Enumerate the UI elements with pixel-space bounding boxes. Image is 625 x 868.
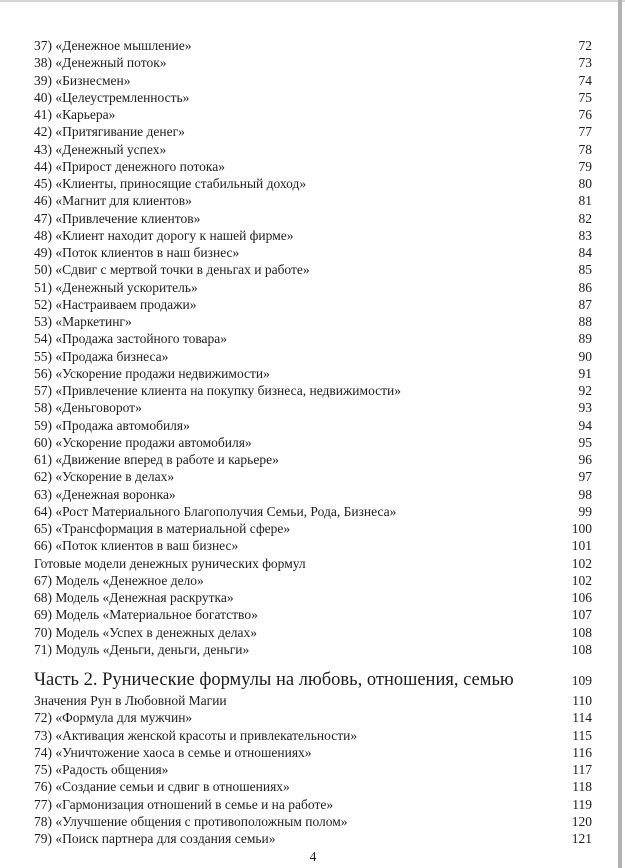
toc-entry-page: 99	[578, 503, 592, 519]
toc-entry-page: 90	[578, 348, 592, 364]
toc-entry-title: 49) «Поток клиентов в наш бизнес»	[34, 245, 240, 260]
toc-entry-title: 73) «Активация женской красоты и привлекательности»	[34, 727, 358, 743]
toc-entry-page: 77	[578, 124, 592, 140]
toc-row	[34, 606, 592, 623]
toc-row	[34, 744, 592, 761]
toc-entry-title: 77) «Гармонизация отношений в семье и на работе»	[34, 796, 334, 812]
toc-row	[34, 451, 592, 468]
toc-entry-page: 115	[572, 727, 592, 743]
toc-row	[34, 192, 592, 209]
toc-entry-title: 70) Модель «Успех в денежных делах»	[34, 624, 258, 640]
toc-entry-title: 75) «Радость общения»	[34, 762, 169, 777]
toc-part1-list	[34, 37, 592, 658]
toc-row	[34, 813, 592, 830]
toc-entry-page: 74	[578, 72, 592, 88]
toc-entry-page: 85	[578, 262, 592, 278]
toc-entry-page: 76	[578, 107, 592, 122]
toc-entry-page: 89	[578, 331, 592, 347]
toc-row	[34, 417, 592, 434]
toc-entry-title: 74) «Уничтожение хаоса в семье и отношениях»	[34, 744, 312, 760]
toc-part2-heading-row	[34, 668, 592, 692]
toc-entry-page: 75	[578, 89, 592, 105]
toc-entry-page: 73	[578, 55, 592, 71]
toc-row	[34, 227, 592, 244]
toc-entry-page: 96	[578, 452, 592, 467]
toc-entry-title: 62) «Ускорение в делах»	[34, 469, 175, 485]
toc-row	[34, 123, 592, 140]
toc-entry-title: 64) «Рост Материального Благополучия Семьи, Рода, Бизнеса»	[34, 503, 397, 519]
toc-row	[34, 244, 592, 261]
toc-row	[34, 468, 592, 485]
table-of-contents	[34, 37, 592, 865]
toc-row	[34, 37, 592, 54]
toc-entry-title: 50) «Сдвиг с мертвой точки в деньгах и работе»	[34, 262, 310, 278]
toc-entry-title: 51) «Денежный ускоритель»	[34, 279, 198, 295]
toc-entry-page: 78	[578, 141, 592, 157]
toc-entry-page: 101	[571, 538, 592, 554]
toc-entry-title: 46) «Магнит для клиентов»	[34, 193, 192, 209]
toc-entry-title: 47) «Привлечение клиентов»	[34, 210, 201, 226]
toc-entry-title: 67) Модель «Денежное дело»	[34, 572, 204, 588]
toc-entry-title: 56) «Ускорение продажи недвижимости»	[34, 365, 270, 381]
toc-entry-page: 92	[578, 383, 592, 398]
toc-row	[34, 141, 592, 158]
toc-entry-title: 72) «Формула для мужчин»	[34, 710, 193, 726]
toc-row	[34, 399, 592, 416]
toc-row	[34, 210, 592, 227]
toc-row	[34, 365, 592, 382]
toc-entry-page: 93	[578, 400, 592, 416]
toc-entry-page: 87	[578, 296, 592, 312]
toc-entry-page: 118	[572, 779, 592, 795]
toc-row	[34, 692, 592, 709]
toc-entry-page: 110	[572, 693, 592, 708]
toc-row	[34, 348, 592, 365]
toc-entry-page: 86	[578, 279, 592, 295]
toc-entry-title: 69) Модель «Материальное богатство»	[34, 607, 258, 623]
toc-entry-title: 48) «Клиент находит дорогу к нашей фирме»	[34, 227, 294, 243]
toc-entry-title: 59) «Продажа автомобиля»	[34, 417, 190, 433]
toc-part2-heading-title: Часть 2. Рунические формулы на любовь, отношения, семью	[34, 670, 514, 690]
toc-entry-title: 53) «Маркетинг»	[34, 314, 132, 329]
toc-entry-title: 39) «Бизнесмен»	[34, 72, 131, 88]
toc-entry-page: 120	[571, 813, 592, 829]
toc-row	[34, 330, 592, 347]
toc-entry-page: 119	[572, 796, 592, 812]
toc-row	[34, 537, 592, 554]
toc-entry-page: 102	[571, 572, 592, 588]
toc-entry-page: 97	[578, 469, 592, 485]
toc-entry-page: 88	[578, 314, 592, 329]
toc-row	[34, 54, 592, 71]
toc-entry-page: 107	[571, 607, 592, 623]
toc-entry-title: 54) «Продажа застойного товара»	[34, 331, 228, 347]
toc-entry-title: 79) «Поиск партнера для создания семьи»	[34, 831, 276, 846]
toc-row	[34, 313, 592, 330]
toc-entry-title: 52) «Настраиваем продажи»	[34, 296, 197, 312]
toc-entry-page: 121	[571, 831, 592, 846]
toc-part2-list	[34, 692, 592, 847]
toc-entry-title: 57) «Привлечение клиента на покупку бизнеса, недвижимости»	[34, 383, 402, 398]
toc-entry-title: 60) «Ускорение продажи автомобиля»	[34, 434, 252, 450]
page-number-footer: 4	[309, 849, 317, 865]
toc-row	[34, 486, 592, 503]
toc-entry-title: 63) «Денежная воронка»	[34, 486, 176, 502]
toc-row	[34, 279, 592, 296]
toc-entry-page: 117	[572, 762, 592, 777]
toc-entry-title: 41) «Карьера»	[34, 107, 116, 122]
toc-entry-title: 61) «Движение вперед в работе и карьере»	[34, 452, 279, 467]
toc-entry-page: 108	[571, 624, 592, 640]
toc-entry-title: 45) «Клиенты, приносящие стабильный доход»	[34, 176, 307, 191]
toc-entry-title: 44) «Прирост денежного потока»	[34, 158, 226, 174]
toc-entry-page: 91	[578, 365, 592, 381]
toc-entry-title: 78) «Улучшение общения с противоположным полом»	[34, 813, 348, 829]
toc-entry-page: 114	[572, 710, 592, 726]
toc-entry-page: 95	[578, 434, 592, 450]
toc-row	[34, 830, 592, 847]
toc-part2-heading-page: 109	[571, 673, 592, 688]
toc-entry-page: 98	[578, 486, 592, 502]
toc-entry-page: 100	[571, 521, 592, 536]
toc-entry-page: 82	[578, 210, 592, 226]
toc-entry-page: 83	[578, 227, 592, 243]
toc-row	[34, 641, 592, 658]
toc-entry-page: 94	[578, 417, 592, 433]
toc-row	[34, 520, 592, 537]
toc-row	[34, 761, 592, 778]
scan-edge-right	[618, 0, 622, 868]
toc-row	[34, 555, 592, 572]
toc-entry-page: 84	[578, 245, 592, 260]
toc-row	[34, 778, 592, 795]
toc-entry-page: 108	[571, 641, 592, 657]
toc-entry-title: 38) «Денежный поток»	[34, 55, 167, 71]
toc-row	[34, 434, 592, 451]
toc-row	[34, 572, 592, 589]
toc-entry-title: Готовые модели денежных рунических формул	[34, 555, 306, 571]
toc-row	[34, 261, 592, 278]
toc-entry-page: 102	[571, 555, 592, 571]
toc-row	[34, 796, 592, 813]
toc-entry-title: 76) «Создание семьи и сдвиг в отношениях»	[34, 779, 290, 795]
toc-entry-page: 80	[578, 176, 592, 191]
toc-entry-title: 55) «Продажа бизнеса»	[34, 348, 169, 364]
toc-entry-title: 66) «Поток клиентов в ваш бизнес»	[34, 538, 239, 554]
toc-row	[34, 382, 592, 399]
toc-row	[34, 72, 592, 89]
toc-entry-title: 42) «Притягивание денег»	[34, 124, 185, 140]
toc-entry-title: 37) «Денежное мышление»	[34, 38, 192, 53]
scan-edge-top	[0, 0, 625, 2]
toc-entry-title: 40) «Целеустремленность»	[34, 89, 190, 105]
toc-row	[34, 175, 592, 192]
toc-entry-page: 81	[578, 193, 592, 209]
toc-entry-page: 106	[571, 590, 592, 605]
toc-entry-page: 79	[578, 158, 592, 174]
toc-entry-title: 43) «Денежный успех»	[34, 141, 167, 157]
toc-row	[34, 624, 592, 641]
toc-row	[34, 296, 592, 313]
toc-row	[34, 727, 592, 744]
toc-entry-page: 116	[572, 744, 592, 760]
toc-row	[34, 158, 592, 175]
toc-entry-title: 68) Модель «Денежная раскрутка»	[34, 590, 234, 605]
toc-row	[34, 503, 592, 520]
toc-entry-title: 58) «Деньговорот»	[34, 400, 142, 416]
toc-entry-page: 72	[578, 38, 592, 53]
toc-entry-title: 71) Модуль «Деньги, деньги, деньги»	[34, 641, 250, 657]
toc-entry-title: Значения Рун в Любовной Магии	[34, 693, 227, 708]
toc-row	[34, 106, 592, 123]
toc-row	[34, 589, 592, 606]
toc-entry-title: 65) «Трансформация в материальной сфере»	[34, 521, 291, 536]
toc-row	[34, 89, 592, 106]
toc-row	[34, 709, 592, 726]
